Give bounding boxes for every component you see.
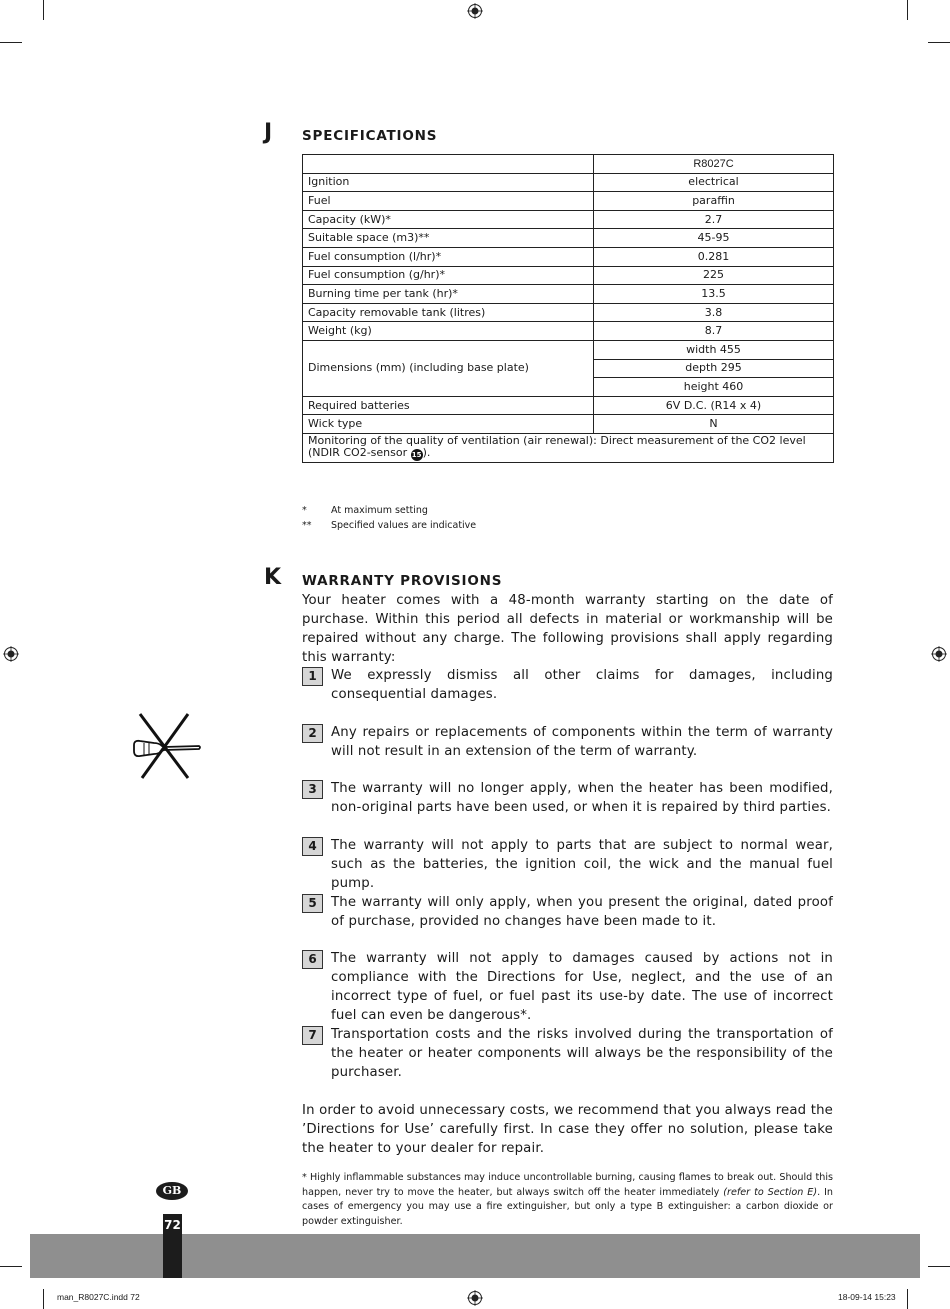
row-value: 8.7 bbox=[594, 322, 834, 341]
table-row bbox=[303, 396, 834, 415]
crop-mark bbox=[0, 42, 22, 43]
footnote-text: Specified values are indicative bbox=[331, 520, 477, 531]
sensor-number-badge: 15 bbox=[411, 450, 422, 459]
row-value: 225 bbox=[594, 266, 834, 285]
item-number: 6 bbox=[302, 950, 323, 969]
section-letter: K bbox=[264, 565, 282, 590]
hazard-footnote-text: * Highly inflammable substances may induce uncontrollable burning, causing flames to break out. Should this happen, never try to move the heater, but always switch off the heater immediately bbox=[302, 1172, 833, 1198]
table-header-row bbox=[303, 155, 834, 174]
dimension-width: width 455 bbox=[594, 340, 834, 359]
item-text: The warranty will not apply to damages caused by actions not in compliance with the Directions for Use, neglect, and the use of an incorrect type of fuel, or fuel past its use-by date. The use of incorrect fuel can even be dangerous*. bbox=[331, 951, 833, 1023]
row-value: 45-95 bbox=[594, 229, 834, 248]
row-label: Fuel consumption (g/hr)* bbox=[303, 266, 594, 285]
specifications-table bbox=[302, 154, 834, 463]
dimension-depth: depth 295 bbox=[594, 359, 834, 378]
row-label: Wick type bbox=[303, 415, 594, 434]
item-text: We expressly dismiss all other claims for damages, including consequential damages. bbox=[331, 668, 833, 702]
row-label: Burning time per tank (hr)* bbox=[303, 285, 594, 304]
table-row bbox=[303, 229, 834, 248]
row-label: Capacity removable tank (litres) bbox=[303, 303, 594, 322]
item-text: Any repairs or replacements of components within the term of warranty will not result in an extension of the term of warranty. bbox=[331, 725, 833, 759]
table-row bbox=[303, 247, 834, 266]
crop-mark bbox=[43, 1289, 44, 1309]
item-number: 4 bbox=[302, 837, 323, 856]
hazard-footnote-reference: (refer to Section E) bbox=[723, 1186, 818, 1198]
row-label: Suitable space (m3)** bbox=[303, 229, 594, 248]
crop-mark bbox=[928, 1266, 950, 1267]
section-title: WARRANTY PROVISIONS bbox=[302, 573, 503, 589]
footnote-text: At maximum setting bbox=[331, 505, 428, 516]
row-value: 2.7 bbox=[594, 210, 834, 229]
row-value: 13.5 bbox=[594, 285, 834, 304]
crop-mark bbox=[907, 1289, 908, 1309]
monitoring-note-text: Monitoring of the quality of ventilation (air renewal): Direct measurement of the CO2 level (NDIR CO2-sensor bbox=[308, 433, 806, 459]
registration-mark-icon bbox=[467, 3, 483, 19]
language-badge: GB bbox=[156, 1182, 188, 1200]
row-label: Weight (kg) bbox=[303, 322, 594, 341]
row-value: 0.281 bbox=[594, 247, 834, 266]
item-text: The warranty will only apply, when you present the original, dated proof of purchase, provided no changes have been made to it. bbox=[331, 895, 833, 929]
item-number: 5 bbox=[302, 894, 323, 913]
table-row bbox=[303, 192, 834, 211]
item-number: 2 bbox=[302, 724, 323, 743]
dimension-height: height 460 bbox=[594, 378, 834, 397]
table-row bbox=[303, 266, 834, 285]
table-row bbox=[303, 433, 834, 462]
hazard-footnote-end: . In cases of emergency you may use a fire extinguisher, but only a type B extinguisher: a carbon dioxide or powder extinguisher. bbox=[302, 1186, 833, 1227]
table-row bbox=[303, 303, 834, 322]
row-value: 6V D.C. (R14 x 4) bbox=[594, 396, 834, 415]
item-number: 3 bbox=[302, 780, 323, 799]
table-row bbox=[303, 210, 834, 229]
table-cell bbox=[303, 155, 594, 174]
model-header: R8027C bbox=[594, 155, 834, 174]
row-label: Fuel bbox=[303, 192, 594, 211]
hazard-footnote bbox=[302, 1171, 833, 1229]
page-number: 72 bbox=[164, 1218, 181, 1232]
section-letter: J bbox=[264, 120, 273, 145]
date-slug: 18-09-14 15:23 bbox=[838, 1292, 896, 1302]
row-value: N bbox=[594, 415, 834, 434]
warranty-closing: In order to avoid unnecessary costs, we recommend that you always read the ’Directions for Use’ carefully first. In case they offer no solution, please take the heater to your dealer for repair. bbox=[302, 1103, 833, 1156]
item-number: 1 bbox=[302, 667, 323, 686]
registration-mark-icon bbox=[3, 646, 19, 662]
dimensions-label: Dimensions (mm) (including base plate) bbox=[303, 340, 594, 396]
row-label: Fuel consumption (l/hr)* bbox=[303, 247, 594, 266]
table-row bbox=[303, 322, 834, 341]
row-value: electrical bbox=[594, 173, 834, 192]
item-text: The warranty will no longer apply, when the heater has been modified, non-original parts have been used, or when it is repaired by third parties. bbox=[331, 781, 833, 815]
row-label: Ignition bbox=[303, 173, 594, 192]
crop-mark bbox=[907, 0, 908, 20]
item-text: The warranty will not apply to parts that are subject to normal wear, such as the batteries, the ignition coil, the wick and the manual fuel pump. bbox=[331, 838, 833, 891]
section-title: SPECIFICATIONS bbox=[302, 128, 438, 144]
monitoring-note bbox=[303, 433, 834, 462]
registration-mark-icon bbox=[467, 1290, 483, 1306]
table-row bbox=[303, 415, 834, 434]
no-screwdriver-icon bbox=[128, 712, 204, 782]
row-label: Capacity (kW)* bbox=[303, 210, 594, 229]
item-text: Transportation costs and the risks involved during the transportation of the heater or heater components will always be the responsibility of the purchaser. bbox=[331, 1027, 833, 1080]
table-row bbox=[303, 340, 834, 359]
table-row bbox=[303, 285, 834, 304]
item-number: 7 bbox=[302, 1026, 323, 1045]
crop-mark bbox=[928, 42, 950, 43]
footnote-mark: * bbox=[302, 505, 307, 516]
registration-mark-icon bbox=[931, 646, 947, 662]
monitoring-note-end: ). bbox=[422, 445, 431, 459]
row-value: paraffin bbox=[594, 192, 834, 211]
row-value: 3.8 bbox=[594, 303, 834, 322]
footnote-mark: ** bbox=[302, 520, 312, 531]
crop-mark bbox=[43, 0, 44, 20]
file-slug: man_R8027C.indd 72 bbox=[57, 1292, 140, 1302]
row-label: Required batteries bbox=[303, 396, 594, 415]
warranty-intro: Your heater comes with a 48-month warranty starting on the date of purchase. Within this period all defects in material or workmanship will be repaired without any charge. The following provisions shall apply regarding this warranty: bbox=[302, 593, 833, 665]
table-row bbox=[303, 173, 834, 192]
crop-mark bbox=[0, 1266, 22, 1267]
